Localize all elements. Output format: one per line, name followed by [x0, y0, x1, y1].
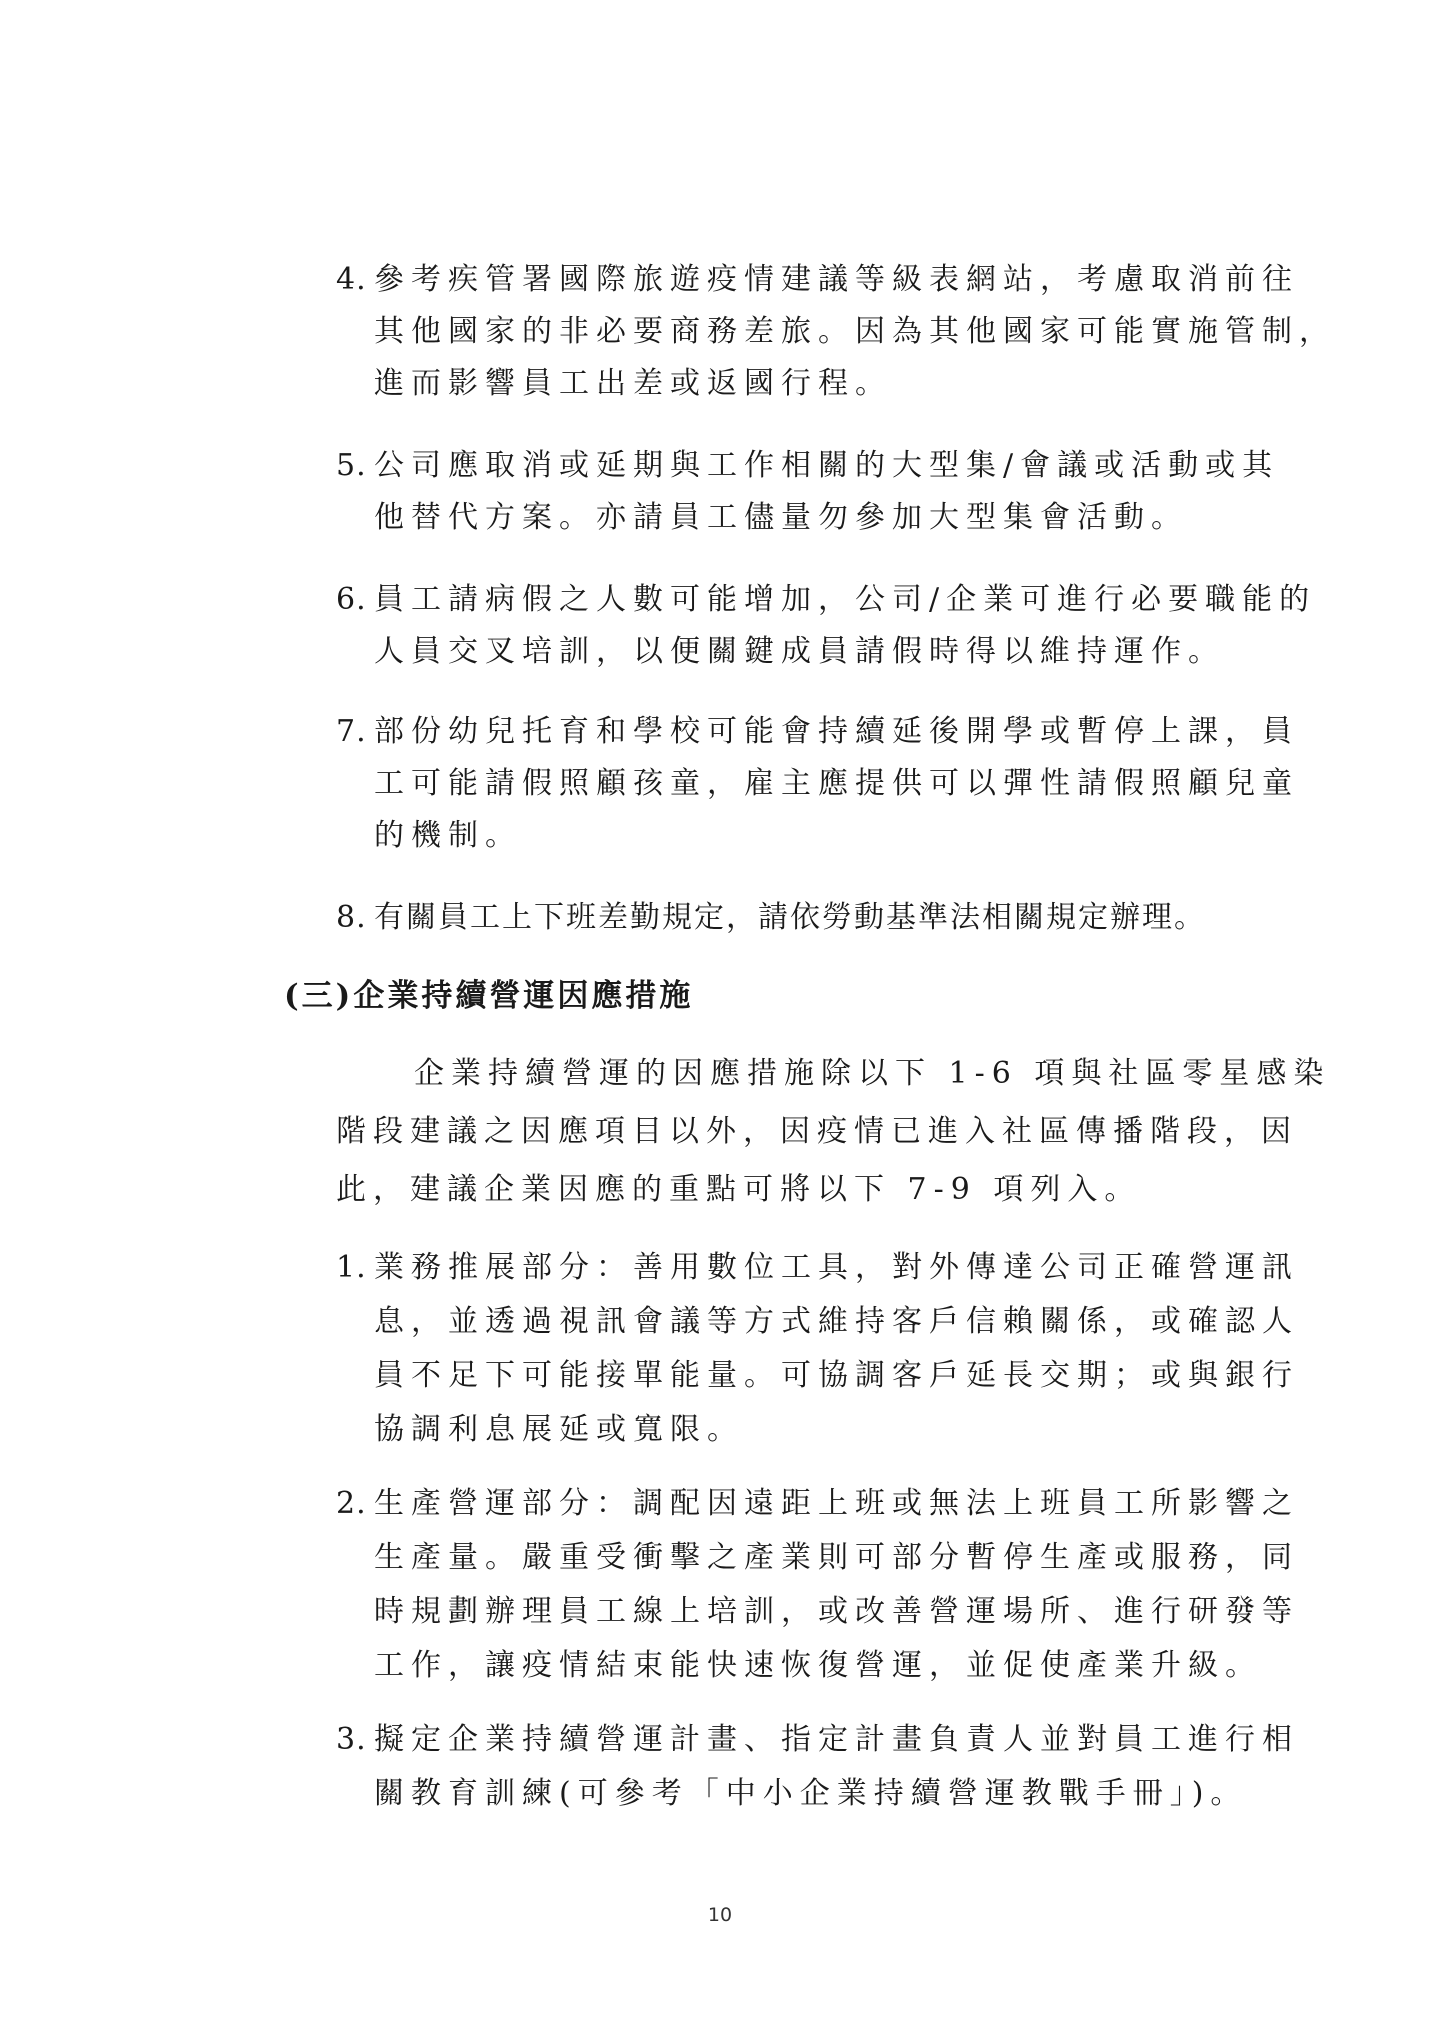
item-line: 部份幼兒托育和學校可能會持續延後開學或暫停上課，員 [374, 714, 1299, 749]
item-line: 其他國家的非必要商務差旅。因為其他國家可能實施管制， [374, 314, 1336, 349]
item-line: 擬定企業持續營運計畫、指定計畫負責人並對員工進行相 [374, 1722, 1299, 1757]
item-line: 工作，讓疫情結束能快速恢復營運，並促使產業升級。 [374, 1648, 1262, 1683]
item-line: 參考疾管署國際旅遊疫情建議等級表網站，考慮取消前往 [374, 262, 1299, 297]
item-number: 6. [336, 582, 367, 617]
item-line: 的機制。 [374, 818, 522, 853]
item-number: 5. [336, 448, 367, 483]
item-line: 協調利息展延或寬限。 [374, 1412, 744, 1447]
page-number: 10 [707, 1904, 733, 1926]
item-line: 員不足下可能接單能量。可協調客戶延長交期；或與銀行 [374, 1358, 1299, 1393]
item-number: 1. [336, 1250, 367, 1285]
item-number: 2. [336, 1486, 367, 1521]
item-line: 生產量。嚴重受衝擊之產業則可部分暫停生產或服務，同 [374, 1540, 1299, 1575]
item-line: 人員交叉培訓，以便關鍵成員請假時得以維持運作。 [374, 634, 1225, 669]
item-number: 4. [336, 262, 367, 297]
item-number: 7. [336, 714, 367, 749]
item-line: 工可能請假照顧孩童，雇主應提供可以彈性請假照顧兒童 [374, 766, 1299, 801]
item-line: 進而影響員工出差或返國行程。 [374, 366, 892, 401]
item-line: 有關員工上下班差勤規定，請依勞動基準法相關規定辦理。 [374, 900, 1206, 935]
item-line: 關教育訓練(可參考「中小企業持續營運教戰手冊」)。 [374, 1776, 1248, 1811]
item-line: 業務推展部分：善用數位工具，對外傳達公司正確營運訊 [374, 1250, 1299, 1285]
section-heading: (三)企業持續營運因應措施 [284, 978, 694, 1014]
item-line: 公司應取消或延期與工作相關的大型集/會議或活動或其 [374, 448, 1280, 483]
intro-line: 企業持續營運的因應措施除以下 1-6 項與社區零星感染 [414, 1056, 1331, 1091]
item-line: 息，並透過視訊會議等方式維持客戶信賴關係，或確認人 [374, 1304, 1299, 1339]
item-line: 他替代方案。亦請員工儘量勿參加大型集會活動。 [374, 500, 1188, 535]
item-line: 員工請病假之人數可能增加，公司/企業可進行必要職能的 [374, 582, 1317, 617]
item-line: 時規劃辦理員工線上培訓，或改善營運場所、進行研發等 [374, 1594, 1299, 1629]
item-number: 8. [336, 900, 367, 935]
intro-line: 此，建議企業因應的重點可將以下 7-9 項列入。 [336, 1172, 1142, 1207]
item-line: 生產營運部分：調配因遠距上班或無法上班員工所影響之 [374, 1486, 1299, 1521]
intro-line: 階段建議之因應項目以外，因疫情已進入社區傳播階段，因 [336, 1114, 1298, 1149]
item-number: 3. [336, 1722, 367, 1757]
